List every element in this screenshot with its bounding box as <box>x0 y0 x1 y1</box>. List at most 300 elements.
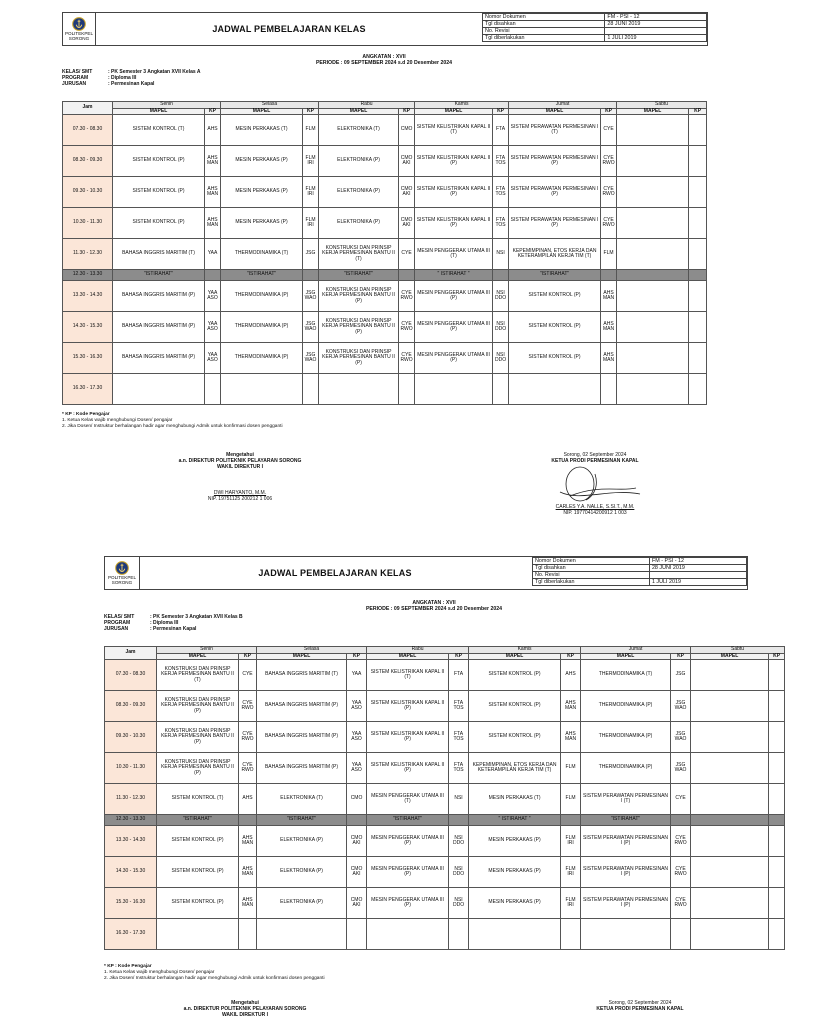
teacher-code-cell: AHS MAN <box>601 281 617 312</box>
sign-left-line-1: Mengetahui <box>231 1000 259 1006</box>
teacher-code-cell: AHS <box>239 784 257 815</box>
time-cell: 12.30 - 13.30 <box>63 270 113 281</box>
teacher-code-cell <box>671 815 691 826</box>
anchor-emblem-icon <box>115 561 129 575</box>
table-row <box>105 691 785 722</box>
class-info <box>104 615 243 632</box>
sign-left-nip: NIP. 19751125 200212 1 006 <box>207 496 273 502</box>
subject-cell <box>221 374 303 405</box>
time-cell: 11.30 - 12.30 <box>63 239 113 270</box>
subject-cell: ELEKTRONIKA (P) <box>257 857 347 888</box>
teacher-code-cell <box>303 270 319 281</box>
mapel-header: MAPEL <box>113 108 205 115</box>
teacher-code-cell: CYE RWO <box>239 691 257 722</box>
institution-logo <box>105 557 140 589</box>
subject-cell <box>157 919 239 950</box>
subject-cell: THERMODINAMIKA (T) <box>581 660 671 691</box>
subject-cell: KONSTRUKSI DAN PRINSIP KERJA PERMESINAN BANTU II (P) <box>319 312 399 343</box>
teacher-code-cell: AHS MAN <box>239 888 257 919</box>
teacher-code-cell: FLM IRI <box>303 146 319 177</box>
teacher-code-cell <box>689 270 707 281</box>
subject-cell <box>617 115 689 146</box>
periode-line: PERIODE : 09 SEPTEMBER 2024 s.d 20 Desember 2024 <box>315 60 453 66</box>
subject-cell: SISTEM KELISTRIKAN KAPAL II (T) <box>415 115 493 146</box>
teacher-code-cell <box>671 919 691 950</box>
teacher-code-cell: FLM IRI <box>561 826 581 857</box>
program-value: : Diploma III <box>150 619 179 626</box>
subject-cell: THERMODINAMIKA (P) <box>221 343 303 374</box>
teacher-code-cell: CYE RWO <box>399 343 415 374</box>
subject-cell: MESIN PENGGERAK UTAMA III (P) <box>367 826 449 857</box>
subject-cell <box>617 312 689 343</box>
subject-cell: KEPEMIMPINAN, ETOS KERJA DAN KETERAMPILAN KERJA TIM (T) <box>509 239 601 270</box>
subject-cell: SISTEM KONTROL (P) <box>157 857 239 888</box>
meta-value: 28 JUNI 2019 <box>649 565 746 572</box>
teacher-code-cell <box>689 312 707 343</box>
teacher-code-cell: CMO AKI <box>347 888 367 919</box>
kp-header: KP <box>205 108 221 115</box>
teacher-code-cell <box>689 146 707 177</box>
subject-cell: SISTEM PERAWATAN PERMESINAN I (P) <box>581 857 671 888</box>
subject-cell: SISTEM KELISTRIKAN KAPAL II (T) <box>367 660 449 691</box>
teacher-code-cell: CMO AKI <box>399 146 415 177</box>
subject-cell <box>691 815 769 826</box>
subject-cell <box>691 691 769 722</box>
teacher-code-cell: CMO AKI <box>347 857 367 888</box>
teacher-code-cell: NSI <box>493 239 509 270</box>
teacher-code-cell: CYE RWO <box>239 722 257 753</box>
table-subheader-row <box>105 653 785 660</box>
sign-right-nip: NIP. 19770414200912 1 003 <box>563 510 627 516</box>
teacher-code-cell: FTA TOS <box>449 691 469 722</box>
handwritten-signature-icon <box>540 464 650 504</box>
table-row <box>63 208 707 239</box>
jurusan-value: : Permesinan Kapal <box>150 625 197 632</box>
teacher-code-cell <box>561 919 581 950</box>
time-cell: 07.30 - 08.30 <box>63 115 113 146</box>
subject-cell: "ISTIRAHAT" <box>367 815 449 826</box>
teacher-code-cell <box>769 691 785 722</box>
subject-cell <box>691 826 769 857</box>
kelas-value: : PK Semester 3 Angkatan XVII Kelas A <box>108 69 201 75</box>
schedule-document-a <box>0 0 768 540</box>
subject-cell: BAHASA INGGRIS MARITIM (P) <box>257 753 347 784</box>
subject-cell: BAHASA INGGRIS MARITIM (P) <box>113 312 205 343</box>
teacher-code-cell <box>303 374 319 405</box>
subject-cell: MESIN PERKAKAS (P) <box>221 177 303 208</box>
teacher-code-cell <box>239 919 257 950</box>
subject-cell: "ISTIRAHAT" <box>221 270 303 281</box>
subject-cell: SISTEM KONTROL (P) <box>509 343 601 374</box>
teacher-code-cell: YAA ASO <box>347 691 367 722</box>
meta-value: FM - PSI - 12 <box>605 14 707 21</box>
logo-caption: POLITEKPEL SORONG <box>107 575 137 585</box>
schedule-document-b <box>0 552 781 1024</box>
subject-cell <box>617 146 689 177</box>
meta-value: 1 JULI 2019 <box>649 579 746 586</box>
subject-cell <box>617 239 689 270</box>
teacher-code-cell: CYE RWO <box>601 208 617 239</box>
page-title: JADWAL PEMBELAJARAN KELAS <box>258 568 412 578</box>
time-cell: 14.30 - 15.30 <box>63 312 113 343</box>
time-cell: 08.30 - 09.30 <box>63 146 113 177</box>
time-cell: 15.30 - 16.30 <box>105 888 157 919</box>
subject-cell: SISTEM KELISTRIKAN KAPAL II (P) <box>367 722 449 753</box>
teacher-code-cell: AHS MAN <box>239 826 257 857</box>
subject-cell: ELEKTRONIKA (P) <box>319 146 399 177</box>
angkatan-line: ANGKATAN : XVII <box>412 600 456 606</box>
time-cell: 09.30 - 10.30 <box>63 177 113 208</box>
mapel-header: MAPEL <box>509 108 601 115</box>
kelas-label: KELAS/ SMT <box>62 69 93 75</box>
teacher-code-cell <box>399 270 415 281</box>
subject-cell: THERMODINAMIKA (P) <box>581 753 671 784</box>
subject-cell: KONSTRUKSI DAN PRINSIP KERJA PERMESINAN BANTU II (P) <box>157 691 239 722</box>
subject-cell: SISTEM KONTROL (P) <box>113 146 205 177</box>
subject-cell: MESIN PERKAKAS (P) <box>221 146 303 177</box>
subject-cell: SISTEM KONTROL (P) <box>469 660 561 691</box>
teacher-code-cell: JSG <box>303 239 319 270</box>
subject-cell <box>691 660 769 691</box>
teacher-code-cell: YAA ASO <box>205 312 221 343</box>
teacher-code-cell: NSI DDO <box>449 857 469 888</box>
teacher-code-cell: FLM IRI <box>561 857 581 888</box>
teacher-code-cell: CMO AKI <box>347 826 367 857</box>
break-row <box>105 815 785 826</box>
teacher-code-cell: CYE <box>399 239 415 270</box>
subject-cell: MESIN PERKAKAS (P) <box>469 888 561 919</box>
subject-cell <box>367 919 449 950</box>
kp-header: KP <box>493 108 509 115</box>
teacher-code-cell <box>205 270 221 281</box>
document-meta-table <box>532 557 747 586</box>
meta-value <box>605 28 707 35</box>
teacher-code-cell: NSI DDO <box>493 281 509 312</box>
teacher-code-cell: YAA ASO <box>205 281 221 312</box>
day-header: Rabu <box>367 647 469 654</box>
document-header <box>104 556 748 590</box>
teacher-code-cell <box>493 374 509 405</box>
teacher-code-cell <box>493 270 509 281</box>
sign-left-line-2: a.n. DIREKTUR POLITEKNIK PELAYARAN SORONG <box>178 458 302 464</box>
subject-cell: MESIN PERKAKAS (T) <box>221 115 303 146</box>
program-value: : Diploma III <box>108 74 137 81</box>
program-label: PROGRAM <box>104 619 131 626</box>
notes <box>104 964 325 981</box>
subject-cell: "ISTIRAHAT" <box>257 815 347 826</box>
teacher-code-cell <box>601 270 617 281</box>
subject-cell: SISTEM KONTROL (P) <box>157 888 239 919</box>
time-cell: 07.30 - 08.30 <box>105 660 157 691</box>
subject-cell: MESIN PERKAKAS (P) <box>469 826 561 857</box>
table-row <box>63 177 707 208</box>
sign-left-line-2: a.n. DIREKTUR POLITEKNIK PELAYARAN SORONG <box>183 1006 307 1012</box>
day-header: Selasa <box>257 647 367 654</box>
teacher-code-cell: NSI <box>449 784 469 815</box>
table-row <box>63 343 707 374</box>
teacher-code-cell <box>239 815 257 826</box>
break-row <box>63 270 707 281</box>
note-1: 1. Ketua Kelas wajib menghubungi Dosen/ pengajar <box>62 417 173 423</box>
teacher-code-cell: CMO <box>347 784 367 815</box>
sign-left-name: DWI HARYANTO, M.M. <box>213 490 267 496</box>
subject-cell: MESIN PENGGERAK UTAMA III (T) <box>415 239 493 270</box>
teacher-code-cell <box>689 115 707 146</box>
jurusan-label: JURUSAN <box>62 80 87 87</box>
time-cell: 15.30 - 16.30 <box>63 343 113 374</box>
subject-cell: "ISTIRAHAT" <box>509 270 601 281</box>
subject-cell: MESIN PENGGERAK UTAMA III (P) <box>367 857 449 888</box>
subject-cell: SISTEM KONTROL (P) <box>469 722 561 753</box>
teacher-code-cell <box>769 826 785 857</box>
day-header: Kamis <box>469 647 581 654</box>
time-cell: 10.30 - 11.30 <box>63 208 113 239</box>
subject-cell: "ISTIRAHAT" <box>319 270 399 281</box>
sign-right-line-1: Sorong, 02 September 2024 <box>563 452 627 458</box>
table-row <box>63 312 707 343</box>
meta-label: Tgl disahkan <box>533 565 650 572</box>
teacher-code-cell <box>769 753 785 784</box>
teacher-code-cell: CYE RWO <box>671 857 691 888</box>
teacher-code-cell: NSI DDO <box>449 826 469 857</box>
table-row <box>63 115 707 146</box>
subject-cell: SISTEM KONTROL (P) <box>113 177 205 208</box>
meta-label: Tgl diberlakukan <box>483 35 605 42</box>
subject-cell: SISTEM KELISTRIKAN KAPAL II (P) <box>367 691 449 722</box>
table-row <box>105 784 785 815</box>
subject-cell <box>113 374 205 405</box>
time-cell: 12.30 - 13.30 <box>105 815 157 826</box>
teacher-code-cell: YAA ASO <box>347 722 367 753</box>
teacher-code-cell: AHS MAN <box>205 146 221 177</box>
teacher-code-cell: CYE RWO <box>601 177 617 208</box>
subject-cell: SISTEM KONTROL (T) <box>113 115 205 146</box>
teacher-code-cell: FTA <box>493 115 509 146</box>
day-header: Jumat <box>509 102 617 109</box>
teacher-code-cell: AHS MAN <box>205 177 221 208</box>
subject-cell: "ISTIRAHAT" <box>581 815 671 826</box>
table-row <box>105 888 785 919</box>
subject-cell: BAHASA INGGRIS MARITIM (T) <box>257 660 347 691</box>
teacher-code-cell: YAA ASO <box>205 343 221 374</box>
teacher-code-cell <box>769 888 785 919</box>
teacher-code-cell: AHS <box>561 660 581 691</box>
angkatan-line: ANGKATAN : XVII <box>362 54 406 60</box>
teacher-code-cell: AHS MAN <box>239 857 257 888</box>
meta-row <box>533 565 747 572</box>
mapel-header: MAPEL <box>415 108 493 115</box>
mapel-header: MAPEL <box>221 108 303 115</box>
table-row <box>105 857 785 888</box>
teacher-code-cell <box>561 815 581 826</box>
kp-header: KP <box>689 108 707 115</box>
document-header <box>62 12 708 46</box>
subject-cell: "ISTIRAHAT" <box>113 270 205 281</box>
periode-line: PERIODE : 09 SEPTEMBER 2024 s.d 20 Desember 2024 <box>365 606 503 612</box>
day-header: Sabtu <box>691 647 785 654</box>
table-row <box>105 722 785 753</box>
teacher-code-cell: CYE <box>239 660 257 691</box>
subject-cell: BAHASA INGGRIS MARITIM (P) <box>113 343 205 374</box>
document-meta-table <box>482 13 707 42</box>
teacher-code-cell <box>449 919 469 950</box>
subject-cell: THERMODINAMIKA (P) <box>581 691 671 722</box>
subject-cell: " ISTIRAHAT " <box>469 815 561 826</box>
mapel-header: MAPEL <box>691 653 769 660</box>
subject-cell: ELEKTRONIKA (P) <box>319 208 399 239</box>
teacher-code-cell <box>689 374 707 405</box>
subject-cell: ELEKTRONIKA (T) <box>257 784 347 815</box>
subject-cell: MESIN PERKAKAS (P) <box>221 208 303 239</box>
teacher-code-cell <box>689 281 707 312</box>
teacher-code-cell: JSG WAO <box>303 281 319 312</box>
kp-header: KP <box>769 653 785 660</box>
subject-cell: KONSTRUKSI DAN PRINSIP KERJA PERMESINAN BANTU II (T) <box>319 239 399 270</box>
subject-cell <box>617 270 689 281</box>
subject-cell <box>257 919 347 950</box>
subject-cell <box>509 374 601 405</box>
notes <box>62 412 283 429</box>
table-row <box>105 753 785 784</box>
kp-header: KP <box>303 108 319 115</box>
notes-title: * KP : Kode Pengajar <box>62 412 110 417</box>
subject-cell: MESIN PENGGERAK UTAMA III (P) <box>415 312 493 343</box>
sign-left-line-3: WAKIL DIREKTUR I <box>221 1012 269 1018</box>
subject-cell: MESIN PERKAKAS (P) <box>469 857 561 888</box>
subject-cell: BAHASA INGGRIS MARITIM (P) <box>257 722 347 753</box>
table-row <box>105 826 785 857</box>
subject-cell: ELEKTRONIKA (P) <box>319 177 399 208</box>
meta-row <box>483 35 707 42</box>
teacher-code-cell <box>449 815 469 826</box>
time-cell: 11.30 - 12.30 <box>105 784 157 815</box>
teacher-code-cell <box>205 374 221 405</box>
subject-cell: KONSTRUKSI DAN PRINSIP KERJA PERMESINAN BANTU II (T) <box>157 660 239 691</box>
subject-cell: THERMODINAMIKA (T) <box>221 239 303 270</box>
teacher-code-cell <box>769 857 785 888</box>
subject-cell <box>691 888 769 919</box>
subject-cell <box>691 919 769 950</box>
teacher-code-cell: JSG WAO <box>671 722 691 753</box>
table-row <box>105 660 785 691</box>
anchor-emblem-icon <box>72 17 86 31</box>
subject-cell: BAHASA INGGRIS MARITIM (P) <box>113 281 205 312</box>
schedule-table <box>104 646 785 950</box>
sign-right-line-2: KETUA PRODI PERMESINAN KAPAL <box>596 1006 684 1012</box>
class-info <box>62 70 200 87</box>
subject-cell <box>691 753 769 784</box>
subject-cell: SISTEM KELISTRIKAN KAPAL II (P) <box>415 177 493 208</box>
teacher-code-cell: AHS MAN <box>205 208 221 239</box>
day-header: Senin <box>157 647 257 654</box>
time-cell: 13.30 - 14.30 <box>63 281 113 312</box>
meta-label: Nomor Dokumen <box>483 14 605 21</box>
teacher-code-cell <box>689 177 707 208</box>
subject-cell <box>691 722 769 753</box>
subject-cell: SISTEM PERAWATAN PERMESINAN I (T) <box>509 115 601 146</box>
time-cell: 09.30 - 10.30 <box>105 722 157 753</box>
day-header: Senin <box>113 102 221 109</box>
teacher-code-cell: CMO AKI <box>399 177 415 208</box>
teacher-code-cell: JSG WAO <box>671 753 691 784</box>
meta-value <box>649 572 746 579</box>
page-title: JADWAL PEMBELAJARAN KELAS <box>212 24 366 34</box>
table-row <box>63 239 707 270</box>
teacher-code-cell: CYE RWO <box>399 312 415 343</box>
teacher-code-cell: CYE RWO <box>671 888 691 919</box>
teacher-code-cell: FTA <box>449 660 469 691</box>
day-header: Rabu <box>319 102 415 109</box>
day-header: Kamis <box>415 102 509 109</box>
signature-right <box>540 1000 740 1012</box>
table-row <box>105 919 785 950</box>
time-cell: 10.30 - 11.30 <box>105 753 157 784</box>
subject-cell <box>617 281 689 312</box>
subject-cell: THERMODINAMIKA (P) <box>221 312 303 343</box>
meta-label: No. Revisi <box>533 572 650 579</box>
subject-cell: SISTEM KELISTRIKAN KAPAL II (P) <box>415 146 493 177</box>
teacher-code-cell <box>689 343 707 374</box>
teacher-code-cell: FLM <box>561 753 581 784</box>
teacher-code-cell: CYE RWO <box>601 146 617 177</box>
subject-cell <box>691 857 769 888</box>
jurusan-value: : Permesinan Kapal <box>108 80 155 87</box>
subject-cell <box>415 374 493 405</box>
teacher-code-cell: NSI DDO <box>493 343 509 374</box>
teacher-code-cell: CYE <box>671 784 691 815</box>
teacher-code-cell: AHS MAN <box>601 343 617 374</box>
signature-left <box>140 452 340 502</box>
sign-left-line-1: Mengetahui <box>226 452 254 458</box>
subject-cell: SISTEM KONTROL (P) <box>469 691 561 722</box>
meta-row <box>483 21 707 28</box>
teacher-code-cell <box>769 784 785 815</box>
subject-cell <box>617 343 689 374</box>
teacher-code-cell: JSG WAO <box>671 691 691 722</box>
institution-logo <box>63 13 96 45</box>
kp-header: KP <box>399 108 415 115</box>
teacher-code-cell: FLM <box>601 239 617 270</box>
sign-left-line-3: WAKIL DIREKTUR I <box>216 464 264 470</box>
note-1: 1. Ketua Kelas wajib menghubungi Dosen/ pengajar <box>104 969 215 975</box>
mapel-header: MAPEL <box>367 653 449 660</box>
sign-right-line-2: KETUA PRODI PERMESINAN KAPAL <box>551 458 639 464</box>
meta-row <box>483 28 707 35</box>
subject-cell: MESIN PENGGERAK UTAMA III (P) <box>415 281 493 312</box>
table-row <box>63 281 707 312</box>
time-cell: 16.30 - 17.30 <box>63 374 113 405</box>
kelas-value: : PK Semester 3 Angkatan XVII Kelas B <box>150 614 243 620</box>
subject-cell: KEPEMIMPINAN, ETOS KERJA DAN KETERAMPILAN KERJA TIM (T) <box>469 753 561 784</box>
mapel-header: MAPEL <box>157 653 239 660</box>
meta-label: No. Revisi <box>483 28 605 35</box>
meta-value: FM - PSI - 12 <box>649 558 746 565</box>
subject-cell: KONSTRUKSI DAN PRINSIP KERJA PERMESINAN BANTU II (P) <box>319 343 399 374</box>
subject-cell: SISTEM PERAWATAN PERMESINAN I (T) <box>581 784 671 815</box>
teacher-code-cell: NSI DDO <box>493 312 509 343</box>
subject-cell <box>469 919 561 950</box>
subject-cell <box>581 919 671 950</box>
teacher-code-cell: CYE <box>601 115 617 146</box>
teacher-code-cell: NSI DDO <box>449 888 469 919</box>
table-row <box>63 374 707 405</box>
meta-value: 28 JUNI 2019 <box>605 21 707 28</box>
time-cell: 16.30 - 17.30 <box>105 919 157 950</box>
teacher-code-cell <box>689 239 707 270</box>
subject-cell: THERMODINAMIKA (P) <box>581 722 671 753</box>
teacher-code-cell <box>601 374 617 405</box>
subject-cell: SISTEM PERAWATAN PERMESINAN I (P) <box>509 146 601 177</box>
